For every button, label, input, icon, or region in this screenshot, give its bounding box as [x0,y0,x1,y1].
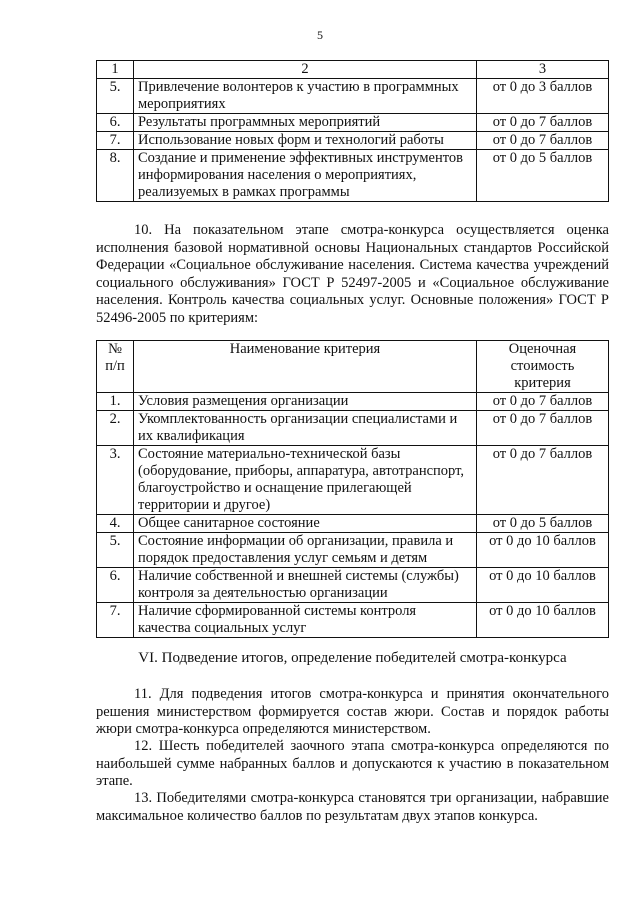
row-number: 7. [97,603,134,638]
row-number: 1. [97,393,134,411]
table-row [97,79,609,114]
row-number: 6. [97,568,134,603]
column-header: 1 [97,61,134,79]
table-row [97,411,609,446]
column-header: 2 [134,61,477,79]
criterion-name: Состояние материально-технической базы (оборудование, приборы, аппаратура, автотранспорт, благоустройство и оснащение прилегающей территории и другое) [134,446,477,515]
criterion-score: от 0 до 5 баллов [477,515,609,533]
row-number: 8. [97,150,134,202]
criterion-name: Наличие собственной и внешней системы (службы) контроля за деятельностью организации [134,568,477,603]
table-row [97,603,609,638]
table-row [97,515,609,533]
table-row [97,132,609,150]
criterion-score: от 0 до 7 баллов [477,114,609,132]
criteria-table-continued [96,60,609,202]
table-row [97,568,609,603]
column-header-number: № п/п [97,341,134,393]
criterion-name: Общее санитарное состояние [134,515,477,533]
criterion-score: от 0 до 7 баллов [477,132,609,150]
table-row [97,150,609,202]
page-number: 5 [317,28,323,42]
criterion-name: Укомплектованность организации специалистами и их квалификация [134,411,477,446]
row-number: 5. [97,79,134,114]
column-header: 3 [477,61,609,79]
criterion-score: от 0 до 7 баллов [477,393,609,411]
section-heading: VI. Подведение итогов, определение победителей смотра-конкурса [138,650,567,666]
row-number: 2. [97,411,134,446]
paragraph-10: 10. На показательном этапе смотра-конкурса осуществляется оценка исполнения базовой нормативной основы Национальных стандартов Российской Федерации «Социальное обслуживание населения. Система качества учреждений социального обслуживания» ГОСТ Р 52497-2005 и «Социальное обслуживание населения. Контроль качества социальных услуг. Основные положения» ГОСТ Р 52496-2005 по критериям: [96,222,609,326]
criterion-name: Наличие сформированной системы контроля качества социальных услуг [134,603,477,638]
criteria-table [96,340,609,638]
table-header-row [97,61,609,79]
table-row [97,393,609,411]
column-header-score: Оценочная стоимость критерия [477,341,609,393]
column-header-name: Наименование критерия [134,341,477,393]
row-number: 3. [97,446,134,515]
row-number: 4. [97,515,134,533]
criterion-score: от 0 до 7 баллов [477,446,609,515]
table-row [97,533,609,568]
criterion-name: Привлечение волонтеров к участию в программных мероприятиях [134,79,477,114]
paragraph-13: 13. Победителями смотра-конкурса становятся три организации, набравшие максимальное количество баллов по результатам двух этапов конкурса. [96,790,609,824]
criterion-name: Использование новых форм и технологий работы [134,132,477,150]
row-number: 5. [97,533,134,568]
table-header-row [97,341,609,393]
criterion-score: от 0 до 10 баллов [477,603,609,638]
row-number: 6. [97,114,134,132]
table-row [97,114,609,132]
table-row [97,446,609,515]
criterion-name: Условия размещения организации [134,393,477,411]
paragraph-11: 11. Для подведения итогов смотра-конкурса и принятия окончательного решения министерством формируется состав жюри. Состав и порядок работы жюри смотра-конкурса определяются министерством. [96,686,609,737]
criterion-score: от 0 до 5 баллов [477,150,609,202]
criterion-score: от 0 до 3 баллов [477,79,609,114]
criterion-score: от 0 до 10 баллов [477,568,609,603]
paragraph-12: 12. Шесть победителей заочного этапа смотра-конкурса определяются по наибольшей сумме набранных баллов и допускаются к участию в показательном этапе. [96,738,609,789]
row-number: 7. [97,132,134,150]
criterion-name: Состояние информации об организации, правила и порядок предоставления услуг семьям и детям [134,533,477,568]
criterion-score: от 0 до 7 баллов [477,411,609,446]
criterion-name: Результаты программных мероприятий [134,114,477,132]
criterion-name: Создание и применение эффективных инструментов информирования населения о мероприятиях, реализуемых в рамках программы [134,150,477,202]
criterion-score: от 0 до 10 баллов [477,533,609,568]
